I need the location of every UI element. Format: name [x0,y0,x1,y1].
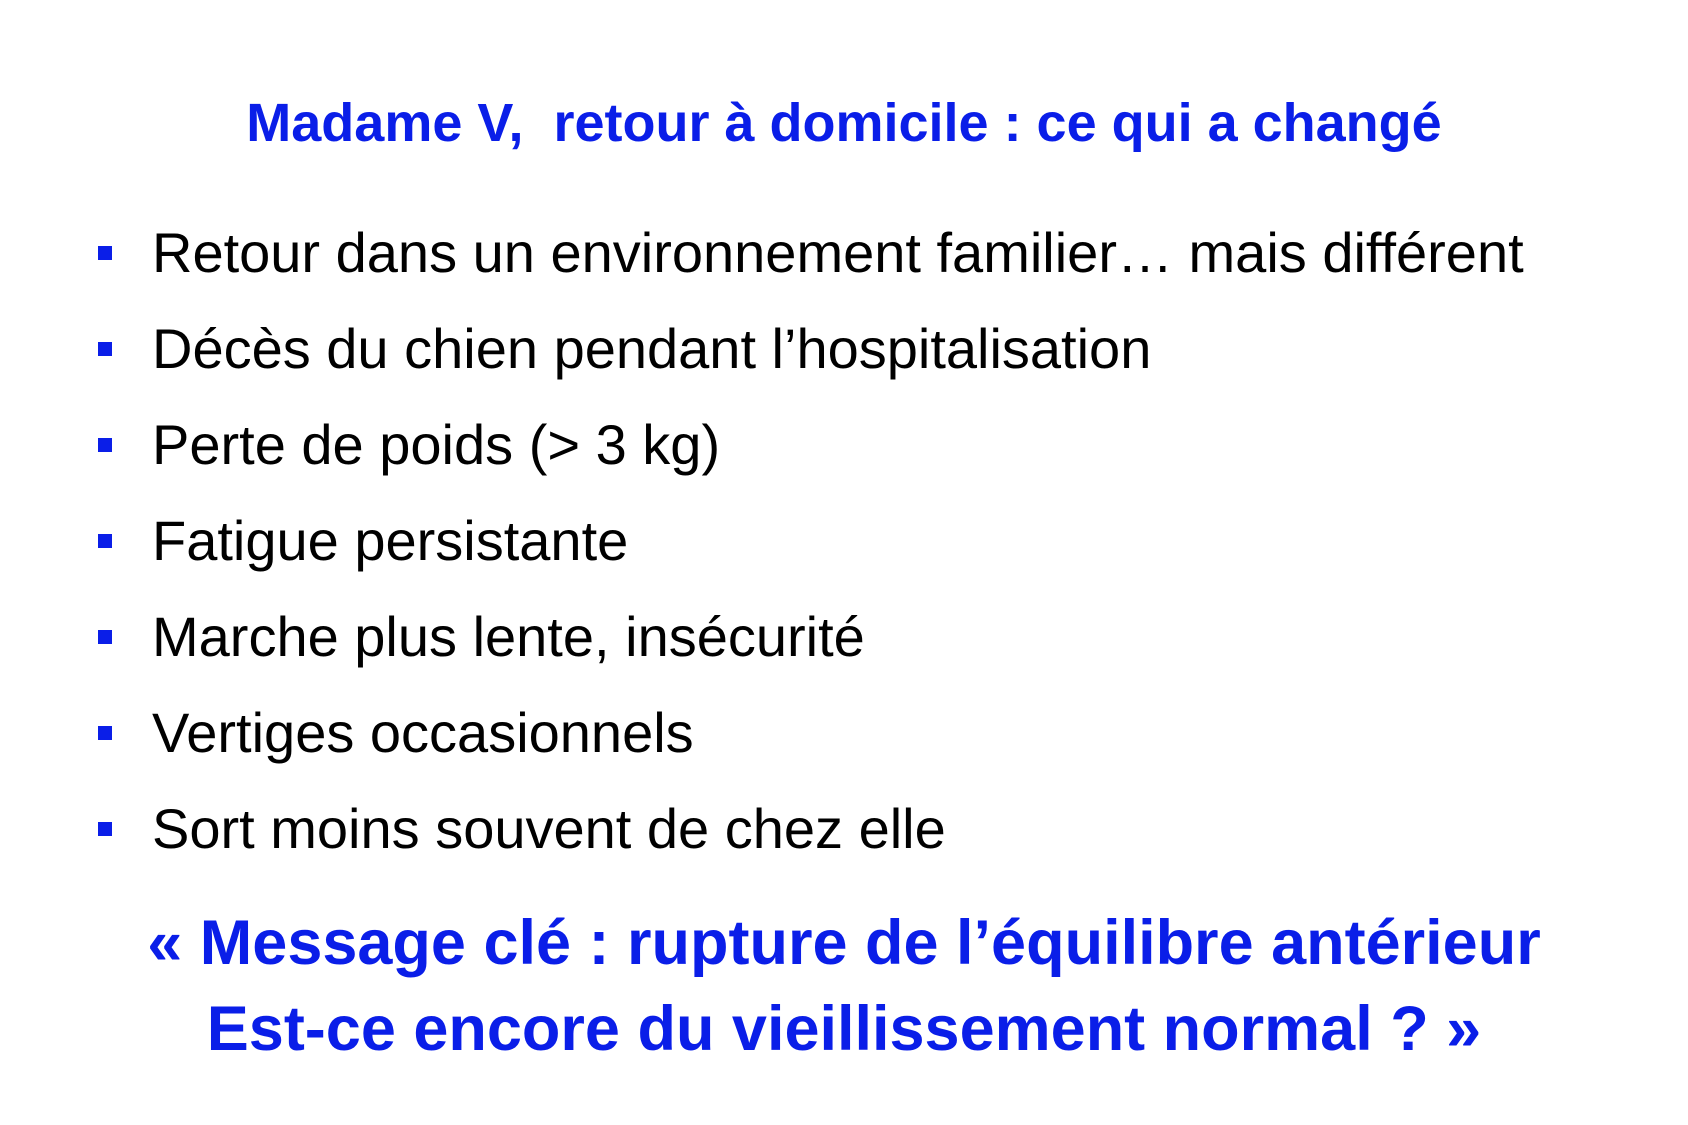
list-item [98,589,1658,685]
list-item [98,301,1658,397]
key-message [0,900,1688,1072]
slide-title: Madame V, retour à domicile : ce qui a changé [246,93,1442,153]
key-message-line-2: Est-ce encore du vieillissement normal ? » [206,994,1482,1064]
bullet-text: Retour dans un environnement familier… mais différent [152,221,1524,284]
square-bullet-icon [98,342,112,356]
bullet-text: Perte de poids (> 3 kg) [152,413,721,476]
list-item [98,397,1658,493]
square-bullet-icon [98,438,112,452]
key-message-line-1: « Message clé : rupture de l’équilibre antérieur [147,908,1541,978]
bullet-text: Sort moins souvent de chez elle [152,797,946,860]
bullet-text: Vertiges occasionnels [152,701,694,764]
square-bullet-icon [98,534,112,548]
bullet-text: Fatigue persistante [152,509,629,572]
bullet-text: Décès du chien pendant l’hospitalisation [152,317,1152,380]
list-item [98,205,1658,301]
list-item [98,685,1658,781]
square-bullet-icon [98,630,112,644]
square-bullet-icon [98,246,112,260]
square-bullet-icon [98,822,112,836]
bullet-list [98,205,1658,877]
list-item [98,493,1658,589]
bullet-text: Marche plus lente, insécurité [152,605,865,668]
square-bullet-icon [98,726,112,740]
list-item [98,781,1658,877]
